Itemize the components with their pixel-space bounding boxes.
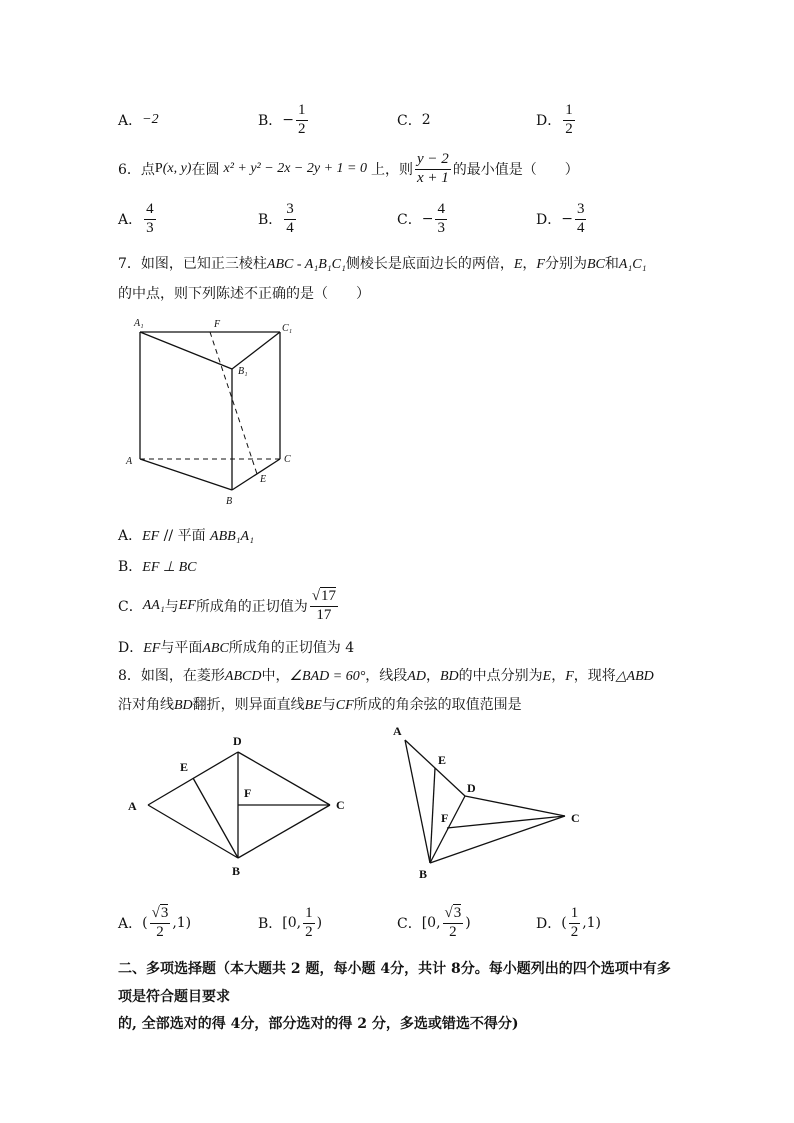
option-label: B． <box>258 113 283 129</box>
bracket-open: [0, <box>421 915 441 931</box>
segment-cf: CF <box>335 698 354 713</box>
triangle-abd: △ABD <box>615 669 654 684</box>
stem-text: 与 <box>321 697 336 713</box>
stem-text: 8．如图，在菱形 <box>118 668 225 684</box>
q7-option-b <box>118 556 197 576</box>
segment-be <box>430 768 435 863</box>
punct: ， <box>551 668 566 684</box>
label-c1: C₁ <box>282 323 293 334</box>
bracket-open: [0, <box>282 915 302 931</box>
option-value: 2 <box>421 112 431 128</box>
ratio-fraction <box>415 152 451 187</box>
option-label: C． <box>397 113 422 129</box>
sqrt: √3 <box>444 904 462 921</box>
label-d: D <box>467 781 476 795</box>
option-label: D． <box>536 212 562 228</box>
option-label: C． <box>118 599 143 615</box>
bracket-close: ) <box>316 915 323 931</box>
fraction <box>144 202 156 237</box>
plane-abc: ABC <box>202 641 229 656</box>
numerator: y − 2 <box>415 152 451 170</box>
denominator: 4 <box>576 219 585 236</box>
q6-option-d <box>536 198 588 240</box>
label-a: A <box>393 724 402 738</box>
label-a1: A₁ <box>134 318 144 329</box>
label-b: B <box>419 867 428 881</box>
label-c: C <box>336 798 345 812</box>
point-name: P <box>154 161 163 176</box>
option-value: −2 <box>142 112 159 127</box>
edge-dc <box>465 796 565 816</box>
denominator: 2 <box>449 923 457 940</box>
label-b: B <box>232 864 241 878</box>
section2-line1: 二、多项选择题（本大题共 2 题，每小题 4分，共计 8分。每小题列出的四个选项中有多 <box>118 961 671 977</box>
label-c: C <box>571 811 580 825</box>
stem-text: 在圆 <box>191 162 220 178</box>
label-e: E <box>438 753 447 767</box>
numerator: 3 <box>575 202 587 220</box>
label-b: B <box>226 496 233 507</box>
segment-ef: EF <box>178 598 196 613</box>
sqrt-fraction <box>150 906 171 941</box>
prism-figure <box>120 312 310 512</box>
segment-ef: EF <box>143 641 161 656</box>
option-label: A． <box>118 212 143 228</box>
section2-line3: 的, 全部选对的得 4分，部分选对的得 2 分，多选或错选不得分) <box>118 1016 519 1032</box>
q6-option-c <box>397 198 449 240</box>
denominator: 2 <box>156 923 164 940</box>
plane-name: ABB₁A₁ <box>210 529 254 544</box>
stem-text: 的最小值是（ ） <box>452 162 579 178</box>
sqrt-fraction <box>310 589 338 624</box>
section2-line2: 项是符合题目要求 <box>118 989 230 1005</box>
stem-text: 和 <box>604 256 619 272</box>
edge-bc <box>232 459 280 490</box>
label-a: A <box>126 456 133 467</box>
stem-text: 翻折，则异面直线 <box>192 697 305 713</box>
label-c: C <box>284 454 291 465</box>
question-number: 6．点 <box>118 162 155 178</box>
label-d: D <box>233 734 242 748</box>
label-e: E <box>260 474 267 485</box>
stem-text: 所成角的正切值为 4 <box>228 640 355 656</box>
numerator: 1 <box>303 906 315 924</box>
stem-text: 的中点分别为 <box>458 668 543 684</box>
fraction <box>435 202 447 237</box>
point-f: F <box>536 257 545 272</box>
denominator: 2 <box>565 120 573 137</box>
edge-a1b1 <box>140 332 232 369</box>
stem-text: 7．如图，已知正三棱柱 <box>118 256 267 272</box>
denominator: 2 <box>298 120 306 137</box>
q7-stem-line2: 的中点，则下列陈述不正确的是（ ） <box>118 286 370 302</box>
segment-a1c1: A₁C₁ <box>618 257 647 272</box>
option-label: D． <box>536 916 562 932</box>
numerator: 1 <box>569 906 581 924</box>
stem-text: 上，则 <box>370 162 413 178</box>
bracket-close: ,1) <box>172 915 192 931</box>
option-expression: EF ⊥ BC <box>142 560 197 575</box>
q5-option-b <box>258 100 310 140</box>
denominator: 3 <box>437 219 445 236</box>
edge-cb <box>238 805 330 858</box>
stem-text: 与 <box>164 599 179 615</box>
segment-be: BE <box>304 698 322 713</box>
numerator <box>150 906 171 924</box>
q7-option-a <box>118 525 254 545</box>
fraction <box>563 103 575 138</box>
option-label: C． <box>397 212 422 228</box>
segment-ef <box>210 332 257 474</box>
segment-bc: BC <box>586 257 605 272</box>
label-b1: B₁ <box>238 366 248 377</box>
folded-figure <box>385 718 595 888</box>
edge-ab <box>140 459 232 490</box>
q8-option-d <box>536 902 601 944</box>
label-f: F <box>214 319 221 330</box>
edge-b1c1 <box>232 332 280 369</box>
segment-aa1: AA₁ <box>142 598 165 613</box>
fraction <box>284 202 296 237</box>
q6-option-a <box>118 198 158 240</box>
fraction <box>296 103 308 138</box>
label-a: A <box>128 799 137 813</box>
q5-option-d <box>536 100 577 140</box>
q8-stem-line1 <box>118 665 654 685</box>
minus-sign: − <box>421 211 434 227</box>
sqrt: √17 <box>311 587 337 604</box>
minus-sign: − <box>561 211 573 227</box>
denominator: 2 <box>570 923 579 940</box>
punct: ， <box>522 256 537 272</box>
stem-text: 所成角的正切值为 <box>195 599 308 615</box>
segment-bd: BD <box>174 698 193 713</box>
numerator: 1 <box>296 103 308 121</box>
denominator: 3 <box>146 219 154 236</box>
sqrt: √3 <box>151 904 169 921</box>
bracket-open: ( <box>561 915 567 931</box>
bracket-open: ( <box>142 915 148 931</box>
option-label: B． <box>258 212 283 228</box>
fraction <box>303 906 315 941</box>
option-label: A． <box>118 528 143 544</box>
denominator: x + 1 <box>416 169 449 186</box>
q8-stem-line2 <box>118 694 522 714</box>
stem-text: 沿对角线 <box>118 697 174 713</box>
bracket-close: ) <box>465 915 471 931</box>
q7-option-c <box>118 586 340 626</box>
sqrt-fraction <box>443 906 464 941</box>
option-label: D． <box>118 640 144 656</box>
label-f: F <box>244 786 252 800</box>
denominator: 2 <box>305 923 313 940</box>
q7-option-d <box>118 637 354 657</box>
q8-option-a <box>118 902 191 944</box>
radicand: 3 <box>160 904 169 921</box>
label-f: F <box>441 811 449 825</box>
numerator: 4 <box>435 202 447 220</box>
stem-text: 中， <box>261 668 290 684</box>
numerator <box>443 906 464 924</box>
q6-option-b <box>258 198 298 240</box>
edge-ab <box>405 740 430 863</box>
stem-text: ，线段 <box>365 668 408 684</box>
point-e: E <box>513 257 523 272</box>
bracket-close: ,1) <box>582 915 602 931</box>
numerator: 3 <box>284 202 296 220</box>
option-label: B． <box>118 559 143 575</box>
point-e: E <box>542 669 552 684</box>
q5-option-c <box>397 100 431 140</box>
minus-sign: − <box>282 112 295 128</box>
option-label: A． <box>118 916 143 932</box>
numerator: 4 <box>144 202 156 220</box>
rhombus-figure <box>120 725 360 885</box>
q6-stem <box>118 148 579 190</box>
q8-option-c <box>397 902 471 944</box>
denominator: 17 <box>316 606 332 623</box>
point-args: (x, y) <box>162 161 192 176</box>
fraction <box>569 906 581 941</box>
stem-text: 分别为 <box>544 256 587 272</box>
segment-bd: BD <box>439 669 459 684</box>
edge-ba <box>148 805 238 858</box>
prism-name: ABC - A₁B₁C₁ <box>266 257 346 272</box>
q8-option-b <box>258 902 322 944</box>
q7-stem-line1 <box>118 253 646 273</box>
segment-be <box>193 778 238 858</box>
angle-expression: ∠BAD = 60° <box>289 669 366 684</box>
stem-text: 所成的角余弦的取值范围是 <box>353 697 522 713</box>
rhombus-name: ABCD <box>224 669 262 684</box>
stem-text: 侧棱长是底面边长的两倍， <box>345 256 514 272</box>
segment-ef: EF <box>142 529 160 544</box>
segment-ad: AD <box>407 669 426 684</box>
option-label: C． <box>397 916 422 932</box>
numerator <box>310 589 338 607</box>
edge-dc <box>238 752 330 805</box>
option-label: A． <box>118 113 143 129</box>
label-e: E <box>180 760 189 774</box>
numerator: 1 <box>563 103 575 121</box>
denominator: 4 <box>286 219 294 236</box>
radicand: 17 <box>321 587 337 604</box>
option-label: B． <box>258 916 283 932</box>
radicand: 3 <box>453 904 462 921</box>
punct: ， <box>425 668 440 684</box>
stem-text: ，现将 <box>573 668 616 684</box>
option-label: D． <box>536 113 562 129</box>
relation-text: // 平面 <box>159 528 211 544</box>
point-f: F <box>565 669 574 684</box>
stem-text: 与平面 <box>160 640 203 656</box>
circle-equation: x² + y² − 2x − 2y + 1 = 0 <box>223 161 367 176</box>
q5-option-a <box>118 100 159 140</box>
fraction <box>575 202 587 237</box>
